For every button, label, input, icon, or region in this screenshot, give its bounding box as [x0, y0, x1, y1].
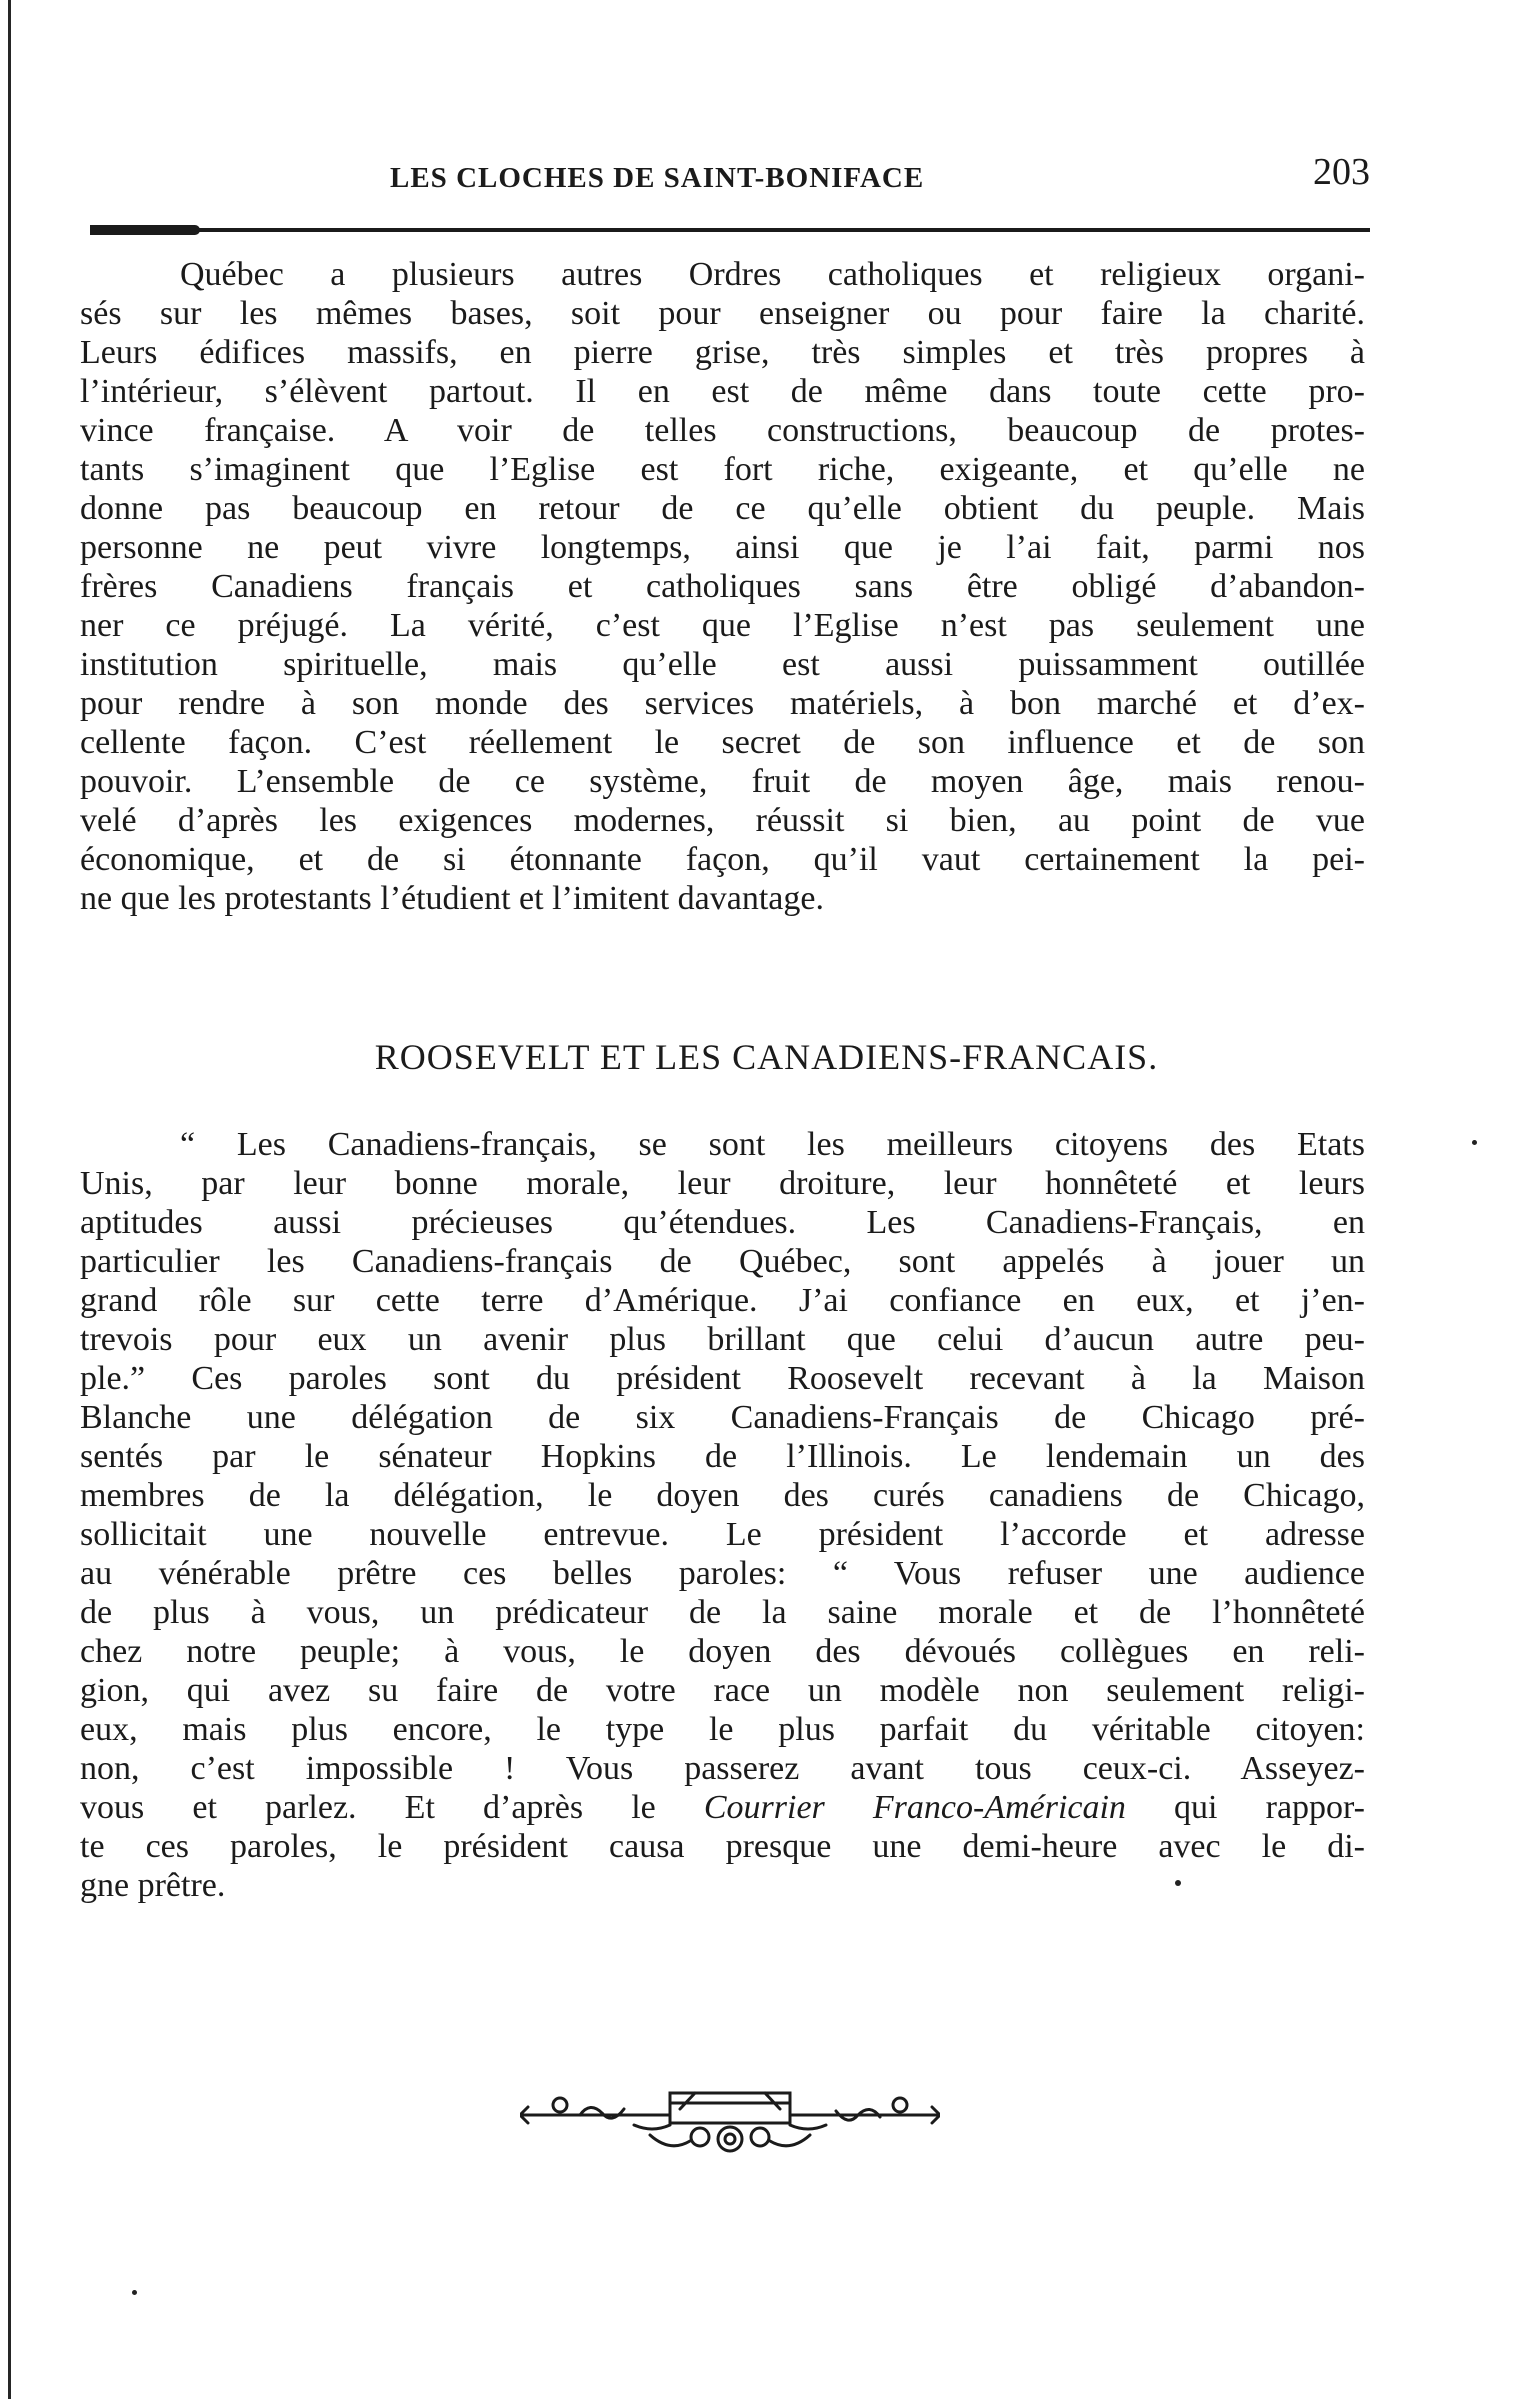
- print-speck: [1175, 1880, 1181, 1886]
- text-line: eux, mais plus encore, le type le plus parfait du véritable citoyen:: [80, 1711, 1365, 1748]
- text-line: frères Canadiens français et catholiques sans être obligé d’abandon-: [80, 568, 1365, 605]
- text-line: membres de la délégation, le doyen des curés canadiens de Chicago,: [80, 1477, 1365, 1514]
- text-line: Unis, par leur bonne morale, leur droiture, leur honnêteté et leurs: [80, 1165, 1365, 1202]
- text-line: velé d’après les exigences modernes, réussit si bien, au point de vue: [80, 802, 1365, 839]
- fleuron-ornament-icon: [520, 2075, 940, 2155]
- text-line: trevois pour eux un avenir plus brillant que celui d’aucun autre peu-: [80, 1321, 1365, 1358]
- text-line: sentés par le sénateur Hopkins de l’Illinois. Le lendemain un des: [80, 1438, 1365, 1475]
- text-line: aptitudes aussi précieuses qu’étendues. Les Canadiens-Français, en: [80, 1204, 1365, 1241]
- header-rule: [90, 228, 1370, 232]
- page-left-edge-rule: [8, 0, 11, 2399]
- paragraph-quebec-orders: [80, 255, 1365, 918]
- text-segment: qui rappor-: [1125, 1789, 1366, 1826]
- text-line: institution spirituelle, mais qu’elle est aussi puissamment outillée: [80, 646, 1365, 683]
- text-line: “ Les Canadiens-français, se sont les meilleurs citoyens des Etats: [180, 1126, 1365, 1163]
- text-line: vince française. A voir de telles constructions, beaucoup de protes-: [80, 412, 1365, 449]
- text-line: te ces paroles, le président causa presque une demi-heure avec le di-: [80, 1828, 1365, 1865]
- text-line: sollicitait une nouvelle entrevue. Le président l’accorde et adresse: [80, 1516, 1365, 1553]
- print-speck: [1472, 1140, 1477, 1145]
- paragraph-roosevelt: [80, 1125, 1365, 1905]
- running-head: [80, 140, 1370, 200]
- page-number: 203: [1313, 151, 1370, 193]
- text-line: Leurs édifices massifs, en pierre grise, très simples et très propres à: [80, 334, 1365, 371]
- section-heading: ROOSEVELT ET LES CANADIENS-FRANCAIS.: [374, 1037, 1159, 1077]
- text-line: au vénérable prêtre ces belles paroles: “ Vous refuser une audience: [80, 1555, 1365, 1592]
- text-line: gion, qui avez su faire de votre race un modèle non seulement religi-: [80, 1672, 1365, 1709]
- text-line: ple.” Ces paroles sont du président Roosevelt recevant à la Maison: [80, 1360, 1365, 1397]
- text-line: cellente façon. C’est réellement le secret de son influence et de son: [80, 724, 1365, 761]
- text-line: l’intérieur, s’élèvent partout. Il en est de même dans toute cette pro-: [80, 373, 1365, 410]
- text-line: économique, et de si étonnante façon, qu’il vaut certainement la pei-: [80, 841, 1365, 878]
- newspaper-title-italic: Courrier Franco-Américain: [703, 1789, 1126, 1826]
- text-line-with-italic: [80, 1788, 1365, 1827]
- text-line: ner ce préjugé. La vérité, c’est que l’Eglise n’est pas seulement une: [80, 607, 1365, 644]
- text-line: tants s’imaginent que l’Eglise est fort riche, exigeante, et qu’elle ne: [80, 451, 1365, 488]
- text-line: grand rôle sur cette terre d’Amérique. J’ai confiance en eux, et j’en-: [80, 1282, 1365, 1319]
- text-line: sés sur les mêmes bases, soit pour enseigner ou pour faire la charité.: [80, 295, 1365, 332]
- text-line: de plus à vous, un prédicateur de la saine morale et de l’honnêteté: [80, 1594, 1365, 1631]
- text-line: non, c’est impossible ! Vous passerez avant tous ceux-ci. Asseyez-: [80, 1750, 1365, 1787]
- text-line: pour rendre à son monde des services matériels, à bon marché et d’ex-: [80, 685, 1365, 722]
- text-line: gne prêtre.: [80, 1867, 226, 1904]
- text-line: pouvoir. L’ensemble de ce système, fruit de moyen âge, mais renou-: [80, 763, 1365, 800]
- text-line: chez notre peuple; à vous, le doyen des dévoués collègues en reli-: [80, 1633, 1365, 1670]
- text-line: personne ne peut vivre longtemps, ainsi que je l’ai fait, parmi nos: [80, 529, 1365, 566]
- running-title: LES CLOCHES DE SAINT-BONIFACE: [390, 162, 925, 194]
- text-line: donne pas beaucoup en retour de ce qu’elle obtient du peuple. Mais: [80, 490, 1365, 527]
- print-speck: [132, 2290, 137, 2295]
- text-segment: vous et parlez. Et d’après le: [80, 1789, 704, 1826]
- text-line: Québec a plusieurs autres Ordres catholiques et religieux organi-: [180, 256, 1365, 293]
- text-line: Blanche une délégation de six Canadiens-Français de Chicago pré-: [80, 1399, 1365, 1436]
- text-line: particulier les Canadiens-français de Québec, sont appelés à jouer un: [80, 1243, 1365, 1280]
- text-line: ne que les protestants l’étudient et l’imitent davantage.: [80, 880, 824, 917]
